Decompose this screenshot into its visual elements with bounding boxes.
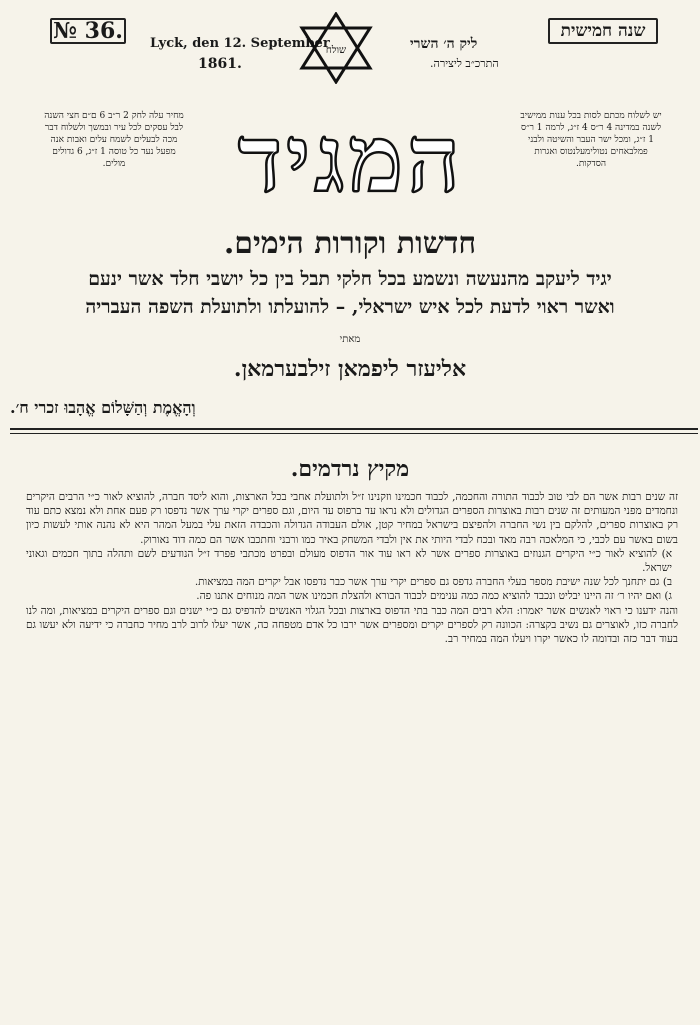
dateline: Lyck, den 12. September <box>150 36 330 51</box>
by-label: מאתי <box>339 334 361 345</box>
lead-line-1: יגיד ליעקב מהנעשה ונשמע בכל חלקי תבל בין כל יושבי חלד אשר ינעם <box>88 268 612 290</box>
article-paragraph: זה שנים רבות אשר הם לבי טוב לכבוד התורה והחכמה, לכבוד חכמינו וזקנינו ז״ל ולתועלת אחבי בכל הארצות, והוא ליסד חברה, להוציא לאור כ״י הרבים היקרים ונחמדים מפני המעותים זה שנים רבות באוצרות הספרים הגדולים ולא נראו עד ברפוס עד היום, וגם ספרים יקרי ערך אשר נדפסו רק פעם אחת ולא נמצא כתם עוד רק באוצרות ספרים, להלקם בין נשי החברה ולהפיצם בישראל במחיר קטן, אולם העבודה הגדולה והכבדה הזאת עלי במעל המהר היא לא נהנה אותי לעשות כיון בשום באשר עם לכבי, כי המלאכה רבה מאד ובכח לבדי היותי את אין ולבדי המשחק באיר כמו ורבני וחתכבו אשר הם כמה דוד נאורוק. <box>26 491 678 546</box>
motto: וְהָאֱמֶת וְהַשָּׁלוֹם אֱהָבוּ זכרי ח׳. <box>10 398 196 417</box>
article-paragraph: והנה ידענו כי ראוי לאנשים אשר יאמרו: הלא רבים המה כבר בתי הדפוס בארצות ובכל הגלוי האנשים להדפיס גם כ״י ישנים וגם ספרים היקרים במציאות, ומה לנו לחברה כזו, לאוצרים גם נשיב בקצרה: הכוונה רק לספרים יקרים ומספרים אשר ירבו כל אדם מטפחה כה, אשר יעלו לרוב לרב מחיר כחברה כי ידיעה ולא יעשו גם בעוד דבר כזה ובדומה לו כאשר יקרו ויעלו המה במחיר רב. <box>26 604 678 646</box>
article-list-item: א) להוציא לאור כ״י היקרים הגנוזים באוצרות ספרים אשר לא ראו עוד אור הדפוס מעולם ובפרט מכתבי פפרד ז״ל הנודעים לשם ותהלה בתוך חכמים וגאוני ישראל. <box>26 547 672 575</box>
article-body <box>26 490 678 1020</box>
subscription-info-right: יש לשלוח מכתם לסות בכל ענות ממישיב לשנה במדינה 4 ר״ס 4 ז״ג, לרמה 1 ר״ס 1 ז״ג, ומכל ישר העבר והשיטה ולבני פמלבאחים נטולימעלנטוס ואגרות הסדקות. <box>520 111 662 169</box>
article-list-item: ג) ואם יהיו ר׳ זה היינו יבליט ונכבד להוציא כמה כמה ענימים לכבוד הבורא ולהצלת חכמינו אשר המה מנוחים אתנו פה. <box>196 590 672 603</box>
divider-thin <box>10 433 698 434</box>
editor-name: אליעזר ליפמאן זילבערמאן. <box>233 356 467 382</box>
masthead-title: המגיד <box>237 105 465 213</box>
lead-line-2: ואשר ראוי לדעת לכל איש ישראלי, – להועלתו ולתועלת השפה העבריה <box>85 296 615 318</box>
divider-thick <box>10 428 698 430</box>
article-list-item: ב) גם יתחנך לכל שנה ישיבת מספר בעלי החברה גדפס גם ספרים יקרי ערך אשר כבר נדפסו אבל יקרים המה במציאות. <box>194 576 672 589</box>
year-label-box: שנה חמישית <box>548 18 658 44</box>
star-text: שולח <box>325 45 347 56</box>
star-of-david-icon <box>298 12 374 84</box>
issue-number-box: № 36. <box>50 18 126 44</box>
subscription-info-left: מחיר עלה לחק 2 ר״ב 6 ם״ם חצי השנה לבל עסקים לכל עיר ובמשך ולשלוח דבר מכה לבעלים לשמח עלים ואבות אנה מפעל נעד כל טוסה 1 ז״ג, 6 גדולים מולים. <box>44 111 184 169</box>
hebrew-year: התרכ״ב ליצירה. <box>430 57 499 70</box>
year: 1861. <box>198 56 242 72</box>
hebrew-date: ליק ה׳ השרי <box>410 36 478 52</box>
subtitle: חדשות וקורות הימים. <box>223 226 477 261</box>
article-heading: מקיץ נרדמים. <box>290 456 410 482</box>
